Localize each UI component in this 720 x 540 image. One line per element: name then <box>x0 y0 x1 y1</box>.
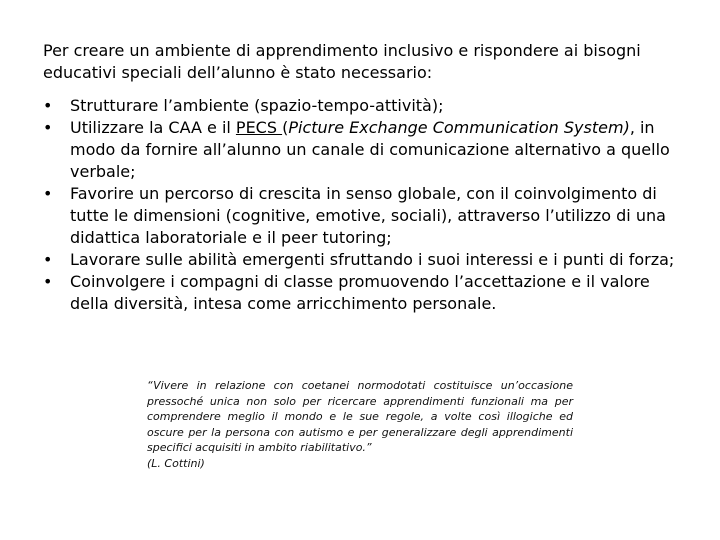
bullet-text: , in modo da fornire all’alunno un canale di comunicazione alternativo a quello verbale; <box>70 118 670 181</box>
paren-open: ( <box>282 118 289 137</box>
bullet-item <box>43 271 683 315</box>
bullet-text: Strutturare l’ambiente (spazio-tempo-attività); <box>70 96 444 115</box>
bullet-text: Coinvolgere i compagni di classe promuovendo l’accettazione e il valore della diversità, intesa come arricchimento personale. <box>70 272 650 313</box>
bullet-item <box>43 95 683 117</box>
bullet-item <box>43 117 683 183</box>
bullet-item <box>43 183 683 249</box>
bullet-text: Utilizzare la CAA e il <box>70 118 236 137</box>
intro-paragraph: Per creare un ambiente di apprendimento inclusivo e rispondere ai bisogni educativi speciali dell’alunno è stato necessario: <box>43 41 641 82</box>
bullet-list <box>43 95 683 315</box>
pecs-link[interactable]: PECS <box>235 118 283 137</box>
bullet-item <box>43 249 683 271</box>
quote-author: (L. Cottini) <box>147 456 205 470</box>
quote-text: “Vivere in relazione con coetanei normodotati costituisce un’occasione pressoché unica non solo per ricercare apprendimenti funzionali ma per comprendere meglio il mondo e le sue regole, a volte così illogiche ed oscure per la persona con autismo e per generalizzare degli apprendimenti specifici acquisiti in ambito riabilitativo.” <box>147 379 573 454</box>
pecs-expansion: Picture Exchange Communication System) <box>288 118 630 137</box>
quote-block <box>147 378 573 471</box>
bullet-text: Lavorare sulle abilità emergenti sfruttando i suoi interessi e i punti di forza; <box>70 250 675 269</box>
bullet-text: Favorire un percorso di crescita in senso globale, con il coinvolgimento di tutte le dimensioni (cognitive, emotive, sociali), attraverso l’utilizzo di una didattica laboratoriale e il peer tutoring; <box>70 184 666 247</box>
